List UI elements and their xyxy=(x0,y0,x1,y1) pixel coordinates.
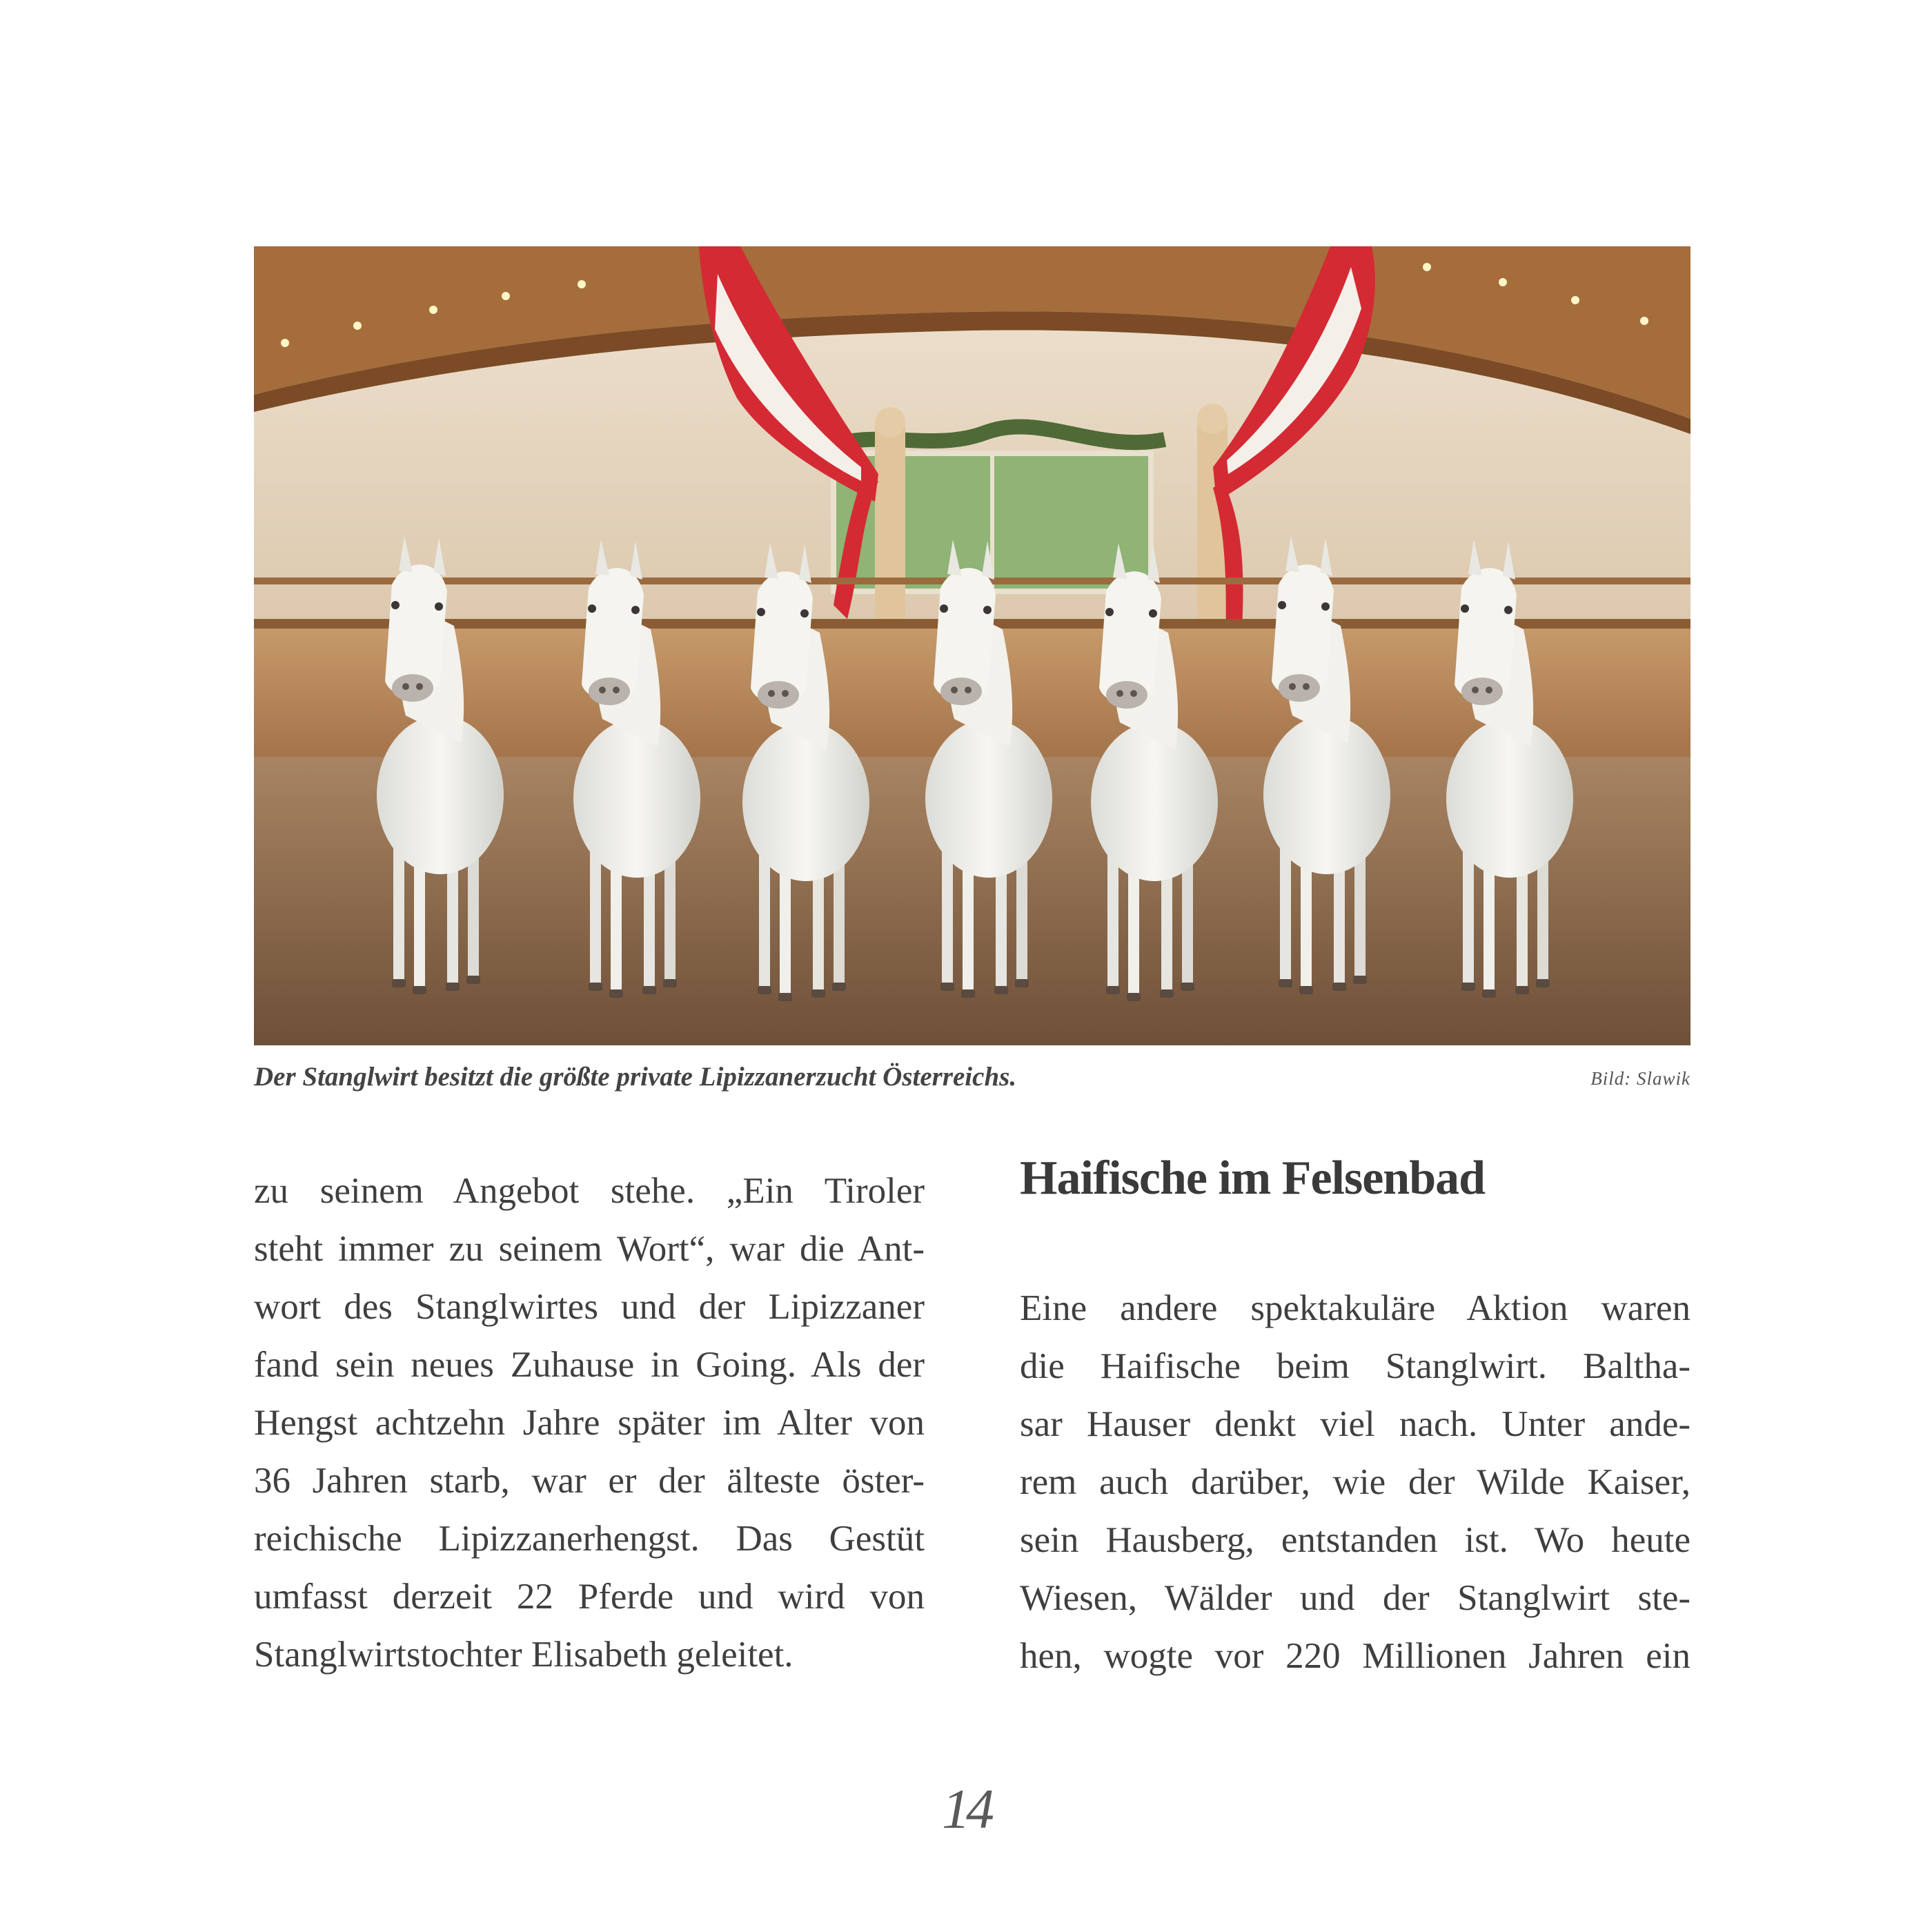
photo-credit: Bild: Slawik xyxy=(1590,1068,1690,1089)
section-heading: Haifische im Felsenbad xyxy=(1020,1152,1486,1205)
text-line: steht immer zu seinem Wort“, war die Ant- xyxy=(254,1229,925,1269)
text-line: umfasst derzeit 22 Pferde und wird von xyxy=(254,1577,925,1617)
text-line: Hengst achtzehn Jahre später im Alter von xyxy=(254,1403,925,1443)
text-line: sein Hausberg, entstanden ist. Wo heute xyxy=(1020,1520,1690,1560)
text-line: Wiesen, Wälder und der Stanglwirt ste- xyxy=(1020,1578,1690,1618)
text-line: Stanglwirtstochter Elisabeth geleitet. xyxy=(254,1635,793,1675)
caption-text: Der Stanglwirt besitzt die größte private Lipizzanerzucht Österreichs. xyxy=(254,1062,1017,1092)
photo-caption xyxy=(254,1061,1690,1100)
text-line: reichische Lipizzanerhengst. Das Gestüt xyxy=(254,1519,925,1559)
horses-photo xyxy=(254,246,1690,1045)
text-line: die Haifische beim Stanglwirt. Baltha- xyxy=(1020,1346,1690,1386)
text-line: Eine andere spektakuläre Aktion waren xyxy=(1020,1288,1690,1328)
text-line: hen, wogte vor 220 Millionen Jahren ein xyxy=(1020,1636,1690,1676)
left-column-text xyxy=(254,1162,925,1684)
text-line: rem auch darüber, wie der Wilde Kaiser, xyxy=(1020,1462,1690,1502)
text-line: fand sein neues Zuhause in Going. Als der xyxy=(254,1345,925,1385)
text-line: sar Hauser denkt viel nach. Unter ande- xyxy=(1020,1404,1690,1444)
photo-horses-arena-icon xyxy=(254,246,1690,1045)
text-line: 36 Jahren starb, war er der älteste öster- xyxy=(254,1461,925,1501)
page-number: 14 xyxy=(942,1777,990,1840)
right-column-text xyxy=(1020,1279,1690,1685)
text-line: wort des Stanglwirtes und der Lipizzaner xyxy=(254,1287,925,1327)
text-line: zu seinem Angebot stehe. „Ein Tiroler xyxy=(254,1171,925,1211)
